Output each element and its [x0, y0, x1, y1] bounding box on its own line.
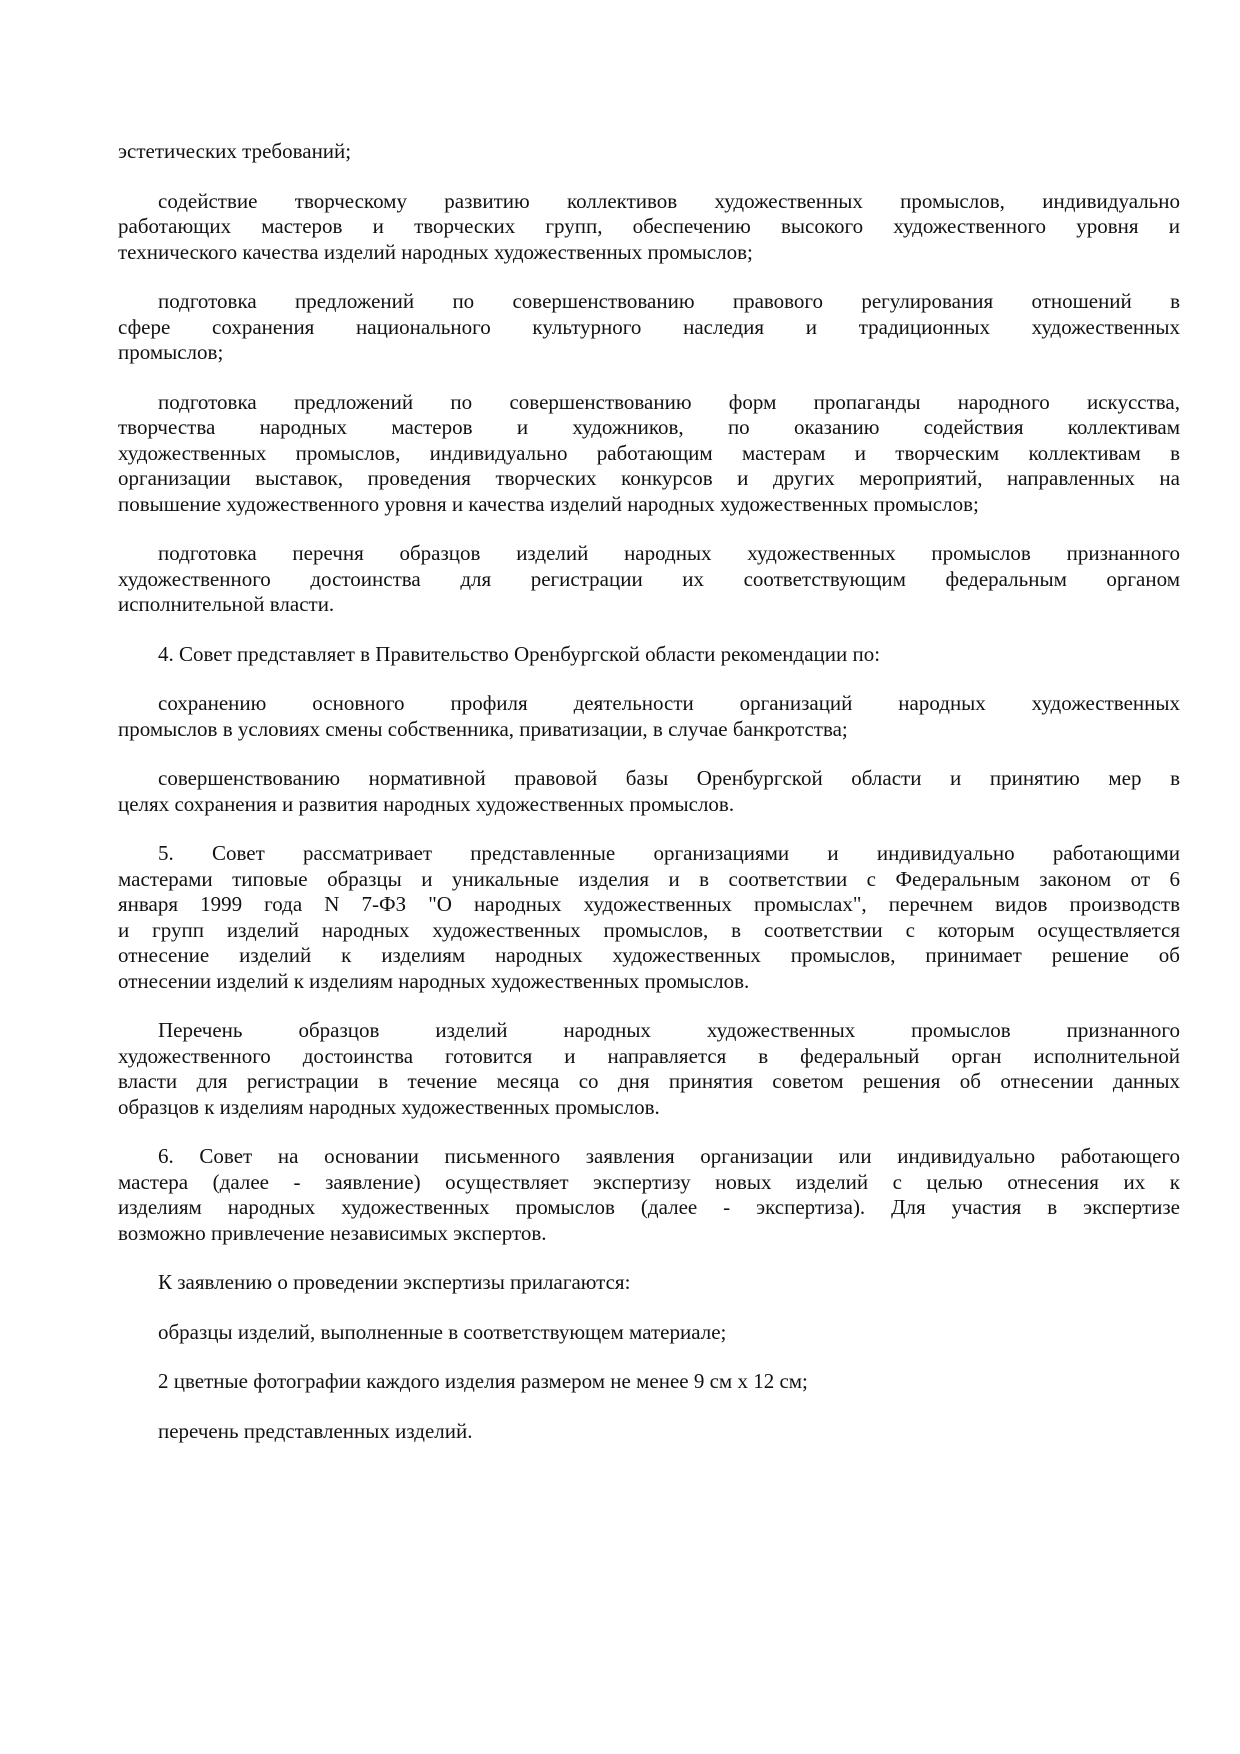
text-line: 6. Совет на основании письменного заявления организации или индивидуально работающего — [158, 1144, 1180, 1168]
paragraph — [118, 390, 1180, 518]
text-line: мастерами типовые образцы и уникальные изделия и в соответствии с Федеральным законом от 6 — [118, 866, 1180, 891]
text-line: образцов к изделиям народных художественных промыслов. — [118, 1094, 660, 1119]
paragraph — [118, 766, 1180, 817]
text-line: промыслов; — [118, 340, 224, 364]
paragraph — [118, 1144, 1180, 1246]
text-line: января 1999 года N 7-ФЗ "О народных художественных промыслах", перечнем видов производств — [118, 892, 1180, 916]
paragraph — [118, 1419, 1180, 1445]
text-line: исполнительной власти. — [118, 592, 335, 616]
text-line: повышение художественного уровня и качества изделий народных художественных промыслов; — [118, 491, 979, 516]
text-line: власти для регистрации в течение месяца со дня принятия советом решения об отнесении данных — [118, 1069, 1180, 1093]
text-line: отнесении изделий к изделиям народных художественных промыслов. — [118, 968, 750, 993]
text-line: подготовка предложений по совершенствованию правового регулирования отношений в — [158, 289, 1180, 313]
text-line: целях сохранения и развития народных художественных промыслов. — [118, 791, 735, 816]
text-line: мастера (далее - заявление) осуществляет экспертизу новых изделий с целью отнесения их к — [118, 1169, 1180, 1194]
text-line: организации выставок, проведения творческих конкурсов и других мероприятий, направленных на — [118, 466, 1180, 490]
paragraph — [118, 642, 1180, 668]
paragraph — [118, 1320, 1180, 1346]
text-line: сфере сохранения национального культурного наследия и традиционных художественных — [118, 314, 1180, 339]
text-line: содействие творческому развитию коллективов художественных промыслов, индивидуально — [158, 188, 1180, 213]
text-line: К заявлению о проведении экспертизы прилагаются: — [158, 1270, 631, 1294]
text-line: эстетических требований; — [118, 139, 352, 163]
document-page — [118, 139, 1180, 1468]
text-line: 5. Совет рассматривает представленные организациями и индивидуально работающими — [158, 841, 1180, 865]
text-line: образцы изделий, выполненные в соответствующем материале; — [158, 1319, 727, 1344]
text-line: технического качества изделий народных художественных промыслов; — [118, 239, 753, 264]
text-line: художественных промыслов, индивидуально работающим мастерам и творческим коллективам в — [118, 440, 1180, 465]
paragraph — [118, 691, 1180, 742]
text-line: художественного достоинства для регистрации их соответствующим федеральным органом — [118, 566, 1180, 591]
paragraph — [118, 1270, 1180, 1296]
paragraph — [118, 1018, 1180, 1120]
text-line: художественного достоинства готовится и направляется в федеральный орган исполнительной — [118, 1043, 1180, 1068]
text-line: изделиям народных художественных промыслов (далее - экспертиза). Для участия в экспертизе — [118, 1195, 1180, 1219]
text-line: отнесение изделий к изделиям народных художественных промыслов, принимает решение об — [118, 943, 1180, 967]
text-line: перечень представленных изделий. — [158, 1418, 473, 1443]
text-line: 4. Совет представляет в Правительство Оренбургской области рекомендации по: — [158, 641, 881, 666]
paragraph — [118, 189, 1180, 266]
paragraph — [118, 139, 1180, 165]
text-line: промыслов в условиях смены собственника, приватизации, в случае банкротства; — [118, 716, 848, 741]
paragraph — [118, 289, 1180, 366]
paragraph — [118, 841, 1180, 994]
text-line: Перечень образцов изделий народных художественных промыслов признанного — [158, 1018, 1180, 1042]
text-line: сохранению основного профиля деятельности организаций народных художественных — [158, 691, 1180, 715]
text-line: творчества народных мастеров и художников, по оказанию содействия коллективам — [118, 415, 1180, 439]
text-line: 2 цветные фотографии каждого изделия размером не менее 9 см x 12 см; — [158, 1369, 808, 1393]
text-line: совершенствованию нормативной правовой базы Оренбургской области и принятию мер в — [158, 766, 1180, 790]
text-line: возможно привлечение независимых экспертов. — [118, 1220, 547, 1245]
paragraph — [118, 1369, 1180, 1395]
text-line: работающих мастеров и творческих групп, обеспечению высокого художественного уровня и — [118, 214, 1180, 238]
text-line: и групп изделий народных художественных промыслов, в соответствии с которым осуществляется — [118, 917, 1180, 942]
paragraph — [118, 541, 1180, 618]
text-line: подготовка предложений по совершенствованию форм пропаганды народного искусства, — [158, 389, 1180, 414]
text-line: подготовка перечня образцов изделий народных художественных промыслов признанного — [158, 541, 1180, 565]
